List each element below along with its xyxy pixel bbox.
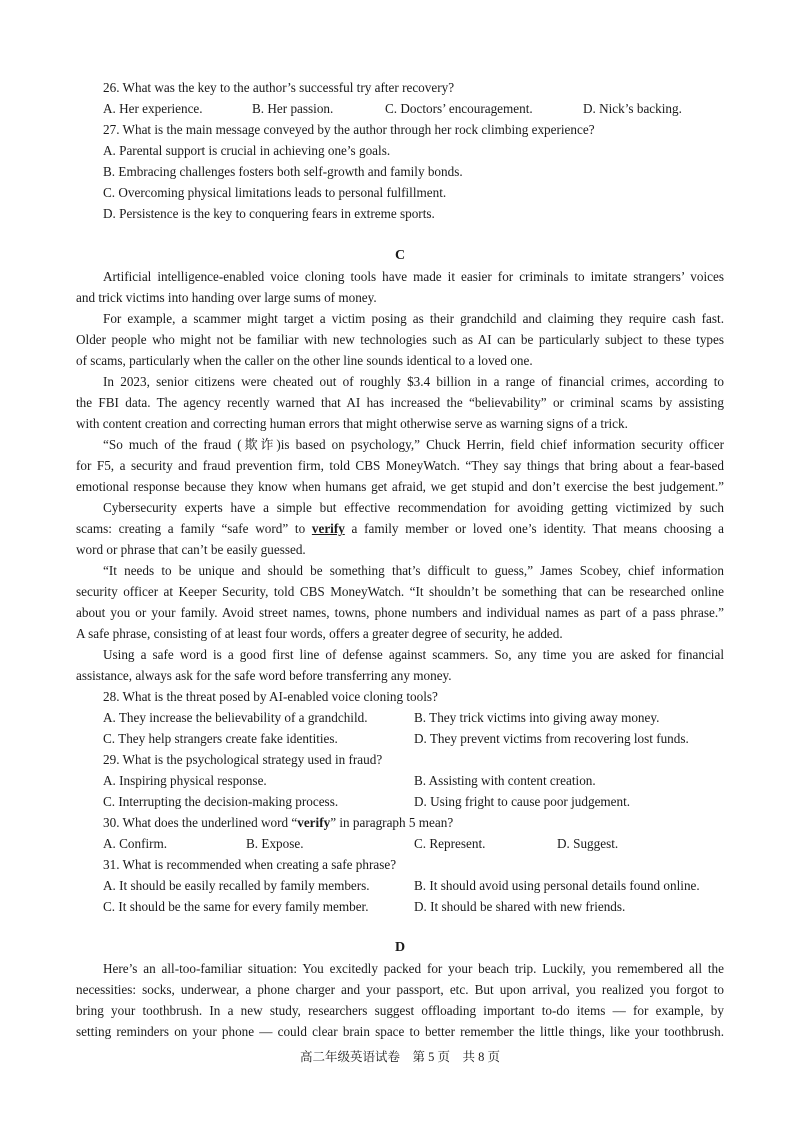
c-p5-text-before: scams: creating a family “safe word” to [76, 521, 312, 536]
c-p5-line-3: word or phrase that can’t be easily guessed. [76, 542, 306, 557]
c-p7-line-1: Using a safe word is a good first line of defense against scammers. So, any time you are asked for financial [103, 647, 724, 662]
question-28-stem: 28. What is the threat posed by AI-enabled voice cloning tools? [103, 689, 438, 704]
c-p1-line-1: Artificial intelligence-enabled voice cloning tools have made it easier for criminals to imitate strangers’ voices [103, 269, 724, 284]
section-c-heading: C [394, 248, 406, 263]
d-p1-line-4: setting reminders on your phone — could clear brain space to better remember the little things, like your toothbrush. [76, 1024, 724, 1039]
q28-option-d: D. They prevent victims from recovering lost funds. [414, 731, 689, 746]
q30-option-a: A. Confirm. [103, 836, 168, 851]
c-p5-text-after: a family member or loved one’s identity. That means choosing a [344, 521, 724, 536]
d-p1-line-3: bring your toothbrush. In a new study, researchers suggest offloading important to-do items — for example, by [76, 1003, 724, 1018]
c-p4-line-1: “So much of the fraud (欺诈)is based on psychology,” Chuck Herrin, field chief information security officer [103, 437, 724, 452]
c-p1-line-2: and trick victims into handing over large sums of money. [76, 290, 377, 305]
q26-option-d: D. Nick’s backing. [583, 101, 682, 116]
q31-option-a: A. It should be easily recalled by family members. [103, 878, 370, 893]
c-p4-line-2: for F5, a security and fraud prevention firm, told CBS MoneyWatch. “They say things that bring about a fear-based [76, 458, 724, 473]
c-p3-line-2: the FBI data. The agency recently warned that AI has increased the “believability” or criminal scams by assisting [76, 395, 724, 410]
c-p6-line-4: A safe phrase, consisting of at least four words, offers a greater degree of security, he added. [76, 626, 563, 641]
c-p3-line-3: with content creation and correcting human errors that might otherwise serve as warning signs of a trick. [76, 416, 628, 431]
c-p6-line-1: “It needs to be unique and should be something that’s difficult to guess,” James Scobey, chief information [103, 563, 724, 578]
q30-option-b: B. Expose. [246, 836, 304, 851]
question-30-stem [103, 814, 453, 832]
q29-option-c: C. Interrupting the decision-making process. [103, 794, 339, 809]
q29-option-b: B. Assisting with content creation. [414, 773, 596, 788]
question-31-stem: 31. What is recommended when creating a safe phrase? [103, 857, 397, 872]
q28-option-c: C. They help strangers create fake identities. [103, 731, 338, 746]
q30-stem-before: 30. What does the underlined word “ [103, 815, 298, 830]
c-p5-line-2 [76, 520, 724, 538]
q31-option-c: C. It should be the same for every family member. [103, 899, 369, 914]
q27-option-c: C. Overcoming physical limitations leads to personal fulfillment. [103, 185, 447, 200]
c-p2-line-1: For example, a scammer might target a victim posing as their grandchild and claiming they require cash fast. [103, 311, 724, 326]
q28-option-b: B. They trick victims into giving away money. [414, 710, 660, 725]
q29-option-a: A. Inspiring physical response. [103, 773, 267, 788]
c-p5-line-1: Cybersecurity experts have a simple but effective recommendation for avoiding getting victimized by such [103, 500, 724, 515]
question-26-stem: 26. What was the key to the author’s successful try after recovery? [103, 80, 455, 95]
d-p1-line-2: necessities: socks, underwear, a phone charger and your passport, etc. But upon arrival, you realized you forgot to [76, 982, 724, 997]
q30-stem-after: ” in paragraph 5 mean? [330, 815, 454, 830]
q27-option-d: D. Persistence is the key to conquering fears in extreme sports. [103, 206, 435, 221]
page-footer: 高二年级英语试卷 第 5 页 共 8 页 [299, 1050, 500, 1064]
q30-option-d: D. Suggest. [557, 836, 619, 851]
question-27-stem: 27. What is the main message conveyed by the author through her rock climbing experience? [103, 122, 595, 137]
q28-option-a: A. They increase the believability of a grandchild. [103, 710, 368, 725]
underlined-word-verify: verify [311, 521, 345, 536]
q26-option-c: C. Doctors’ encouragement. [385, 101, 533, 116]
q27-option-b: B. Embracing challenges fosters both self-growth and family bonds. [103, 164, 463, 179]
q31-option-d: D. It should be shared with new friends. [414, 899, 626, 914]
c-p2-line-2: Older people who might not be familiar with new technologies such as AI can be particularly subject to these types [76, 332, 724, 347]
c-p6-line-3: about you or your family. Avoid street names, towns, phone numbers and individual names as part of a pass phrase.” [76, 605, 724, 620]
q30-option-c: C. Represent. [414, 836, 486, 851]
c-p4-line-3: emotional response because they know when humans get afraid, we get stupid and don’t exercise the best judgement.” [76, 479, 724, 494]
c-p2-line-3: of scams, particularly when the caller on the other line sounds identical to a loved one. [76, 353, 533, 368]
section-d-heading: D [394, 940, 406, 955]
q30-stem-word: verify [297, 815, 331, 830]
c-p7-line-2: assistance, always ask for the safe word before transferring any money. [76, 668, 452, 683]
question-29-stem: 29. What is the psychological strategy used in fraud? [103, 752, 383, 767]
q29-option-d: D. Using fright to cause poor judgement. [414, 794, 631, 809]
q27-option-a: A. Parental support is crucial in achieving one’s goals. [103, 143, 391, 158]
c-p6-line-2: security officer at Keeper Security, told CBS MoneyWatch. “It shouldn’t be something that can be researched online [76, 584, 724, 599]
d-p1-line-1: Here’s an all-too-familiar situation: You excitedly packed for your beach trip. Luckily, you remembered all the [103, 961, 724, 976]
q26-option-b: B. Her passion. [252, 101, 334, 116]
q26-option-a: A. Her experience. [103, 101, 203, 116]
q31-option-b: B. It should avoid using personal details found online. [414, 878, 700, 893]
c-p3-line-1: In 2023, senior citizens were cheated out of roughly $3.4 billion in a range of financial crimes, according to [103, 374, 724, 389]
